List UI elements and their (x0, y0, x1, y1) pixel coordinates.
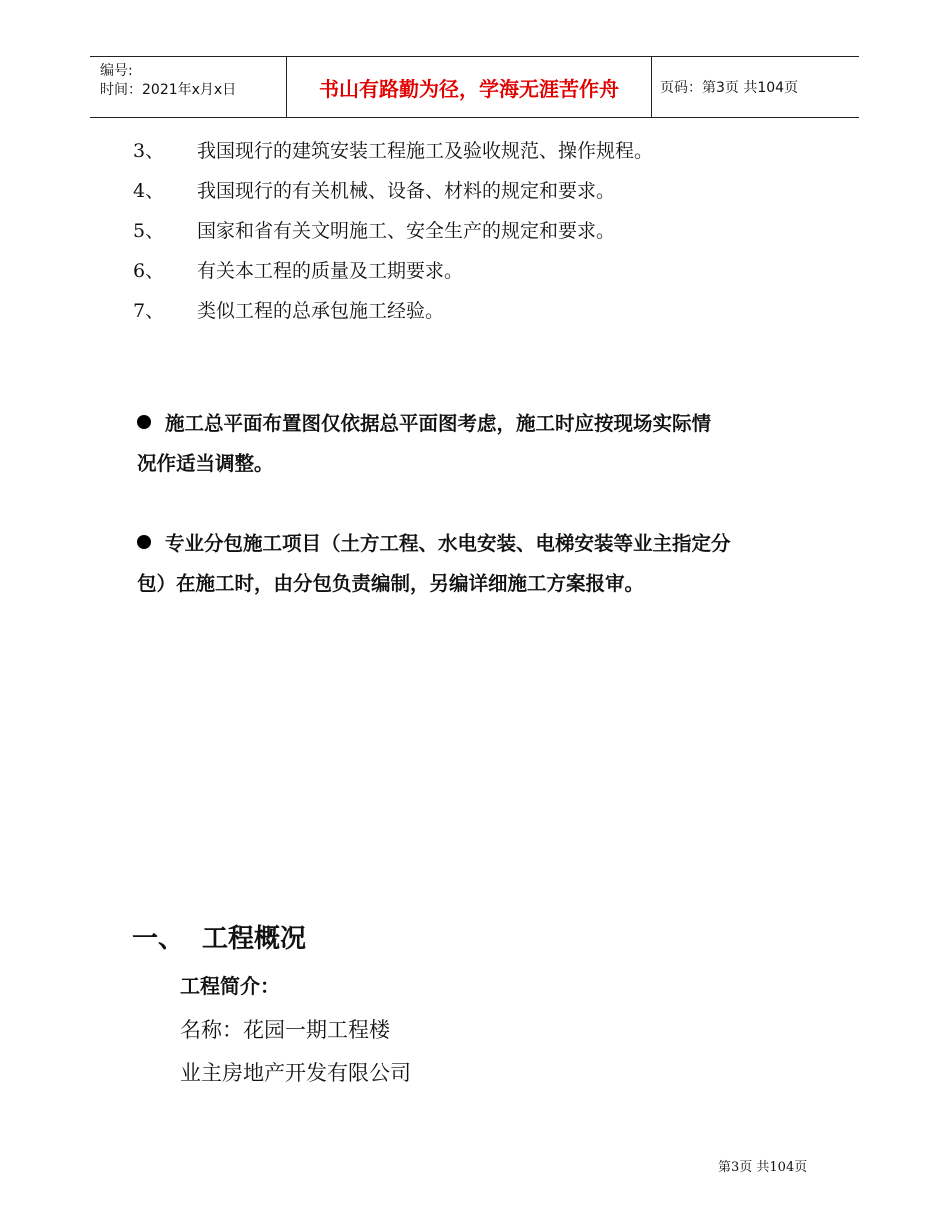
basis-list (133, 137, 653, 337)
note-subcontract (137, 524, 837, 604)
list-item-number: 7、 (133, 300, 165, 322)
list-item (133, 257, 653, 297)
list-item-text: 类似工程的总承包施工经验。 (197, 300, 445, 322)
list-item-number: 5、 (133, 220, 165, 242)
page-footer: 第3页 共104页 (718, 1160, 808, 1175)
section-heading (132, 918, 306, 955)
bullet-icon (137, 535, 151, 549)
list-item-text: 有关本工程的质量及工期要求。 (197, 260, 464, 282)
bullet-icon (137, 415, 151, 429)
section-subtitle: 工程简介： (180, 974, 280, 998)
note-line: 施工总平面布置图仅依据总平面图考虑，施工时应按现场实际情 (165, 412, 712, 435)
section-number: 一、 (132, 924, 185, 954)
document-header (90, 56, 859, 118)
list-item (133, 297, 653, 337)
list-item (133, 137, 653, 177)
header-meta (90, 57, 286, 117)
note-line: 包）在施工时，由分包负责编制，另编详细施工方案报审。 (137, 572, 645, 595)
list-item-text: 国家和省有关文明施工、安全生产的规定和要求。 (197, 220, 616, 242)
list-item (133, 177, 653, 217)
list-item-text: 我国现行的建筑安装工程施工及验收规范、操作规程。 (197, 140, 654, 162)
note-site-layout (137, 404, 837, 484)
project-owner: 业主房地产开发有限公司 (180, 1061, 411, 1085)
list-item (133, 217, 653, 257)
header-motto: 书山有路勤为径，学海无涯苦作舟 (286, 57, 652, 117)
note-line: 况作适当调整。 (137, 452, 274, 475)
list-item-number: 4、 (133, 180, 165, 202)
time-label: 时间：2021年x月x日 (100, 82, 237, 98)
note-line: 专业分包施工项目（土方工程、水电安装、电梯安装等业主指定分 (165, 532, 731, 555)
section-title: 工程概况 (202, 924, 307, 954)
list-item-number: 3、 (133, 140, 165, 162)
serial-label: 编号: (100, 63, 133, 79)
project-name: 名称：花园一期工程楼 (180, 1018, 390, 1042)
list-item-text: 我国现行的有关机械、设备、材料的规定和要求。 (197, 180, 616, 202)
header-page-info: 页码：第3页 共104页 (660, 80, 799, 96)
list-item-number: 6、 (133, 260, 165, 282)
